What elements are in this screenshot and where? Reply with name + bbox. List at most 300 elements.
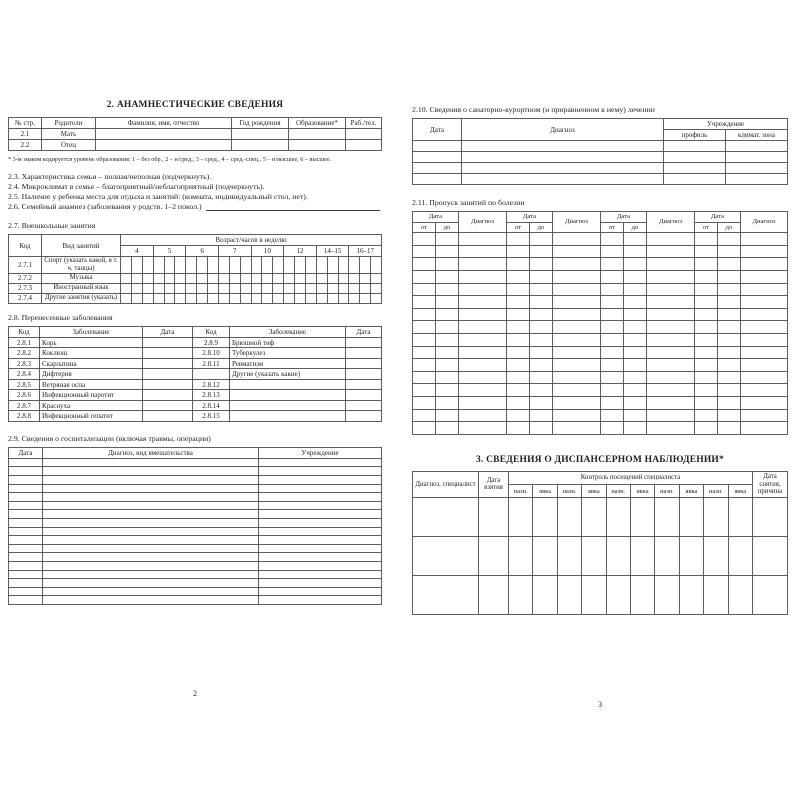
empty-cell bbox=[695, 396, 718, 409]
empty-cell bbox=[229, 283, 240, 293]
empty-cell bbox=[413, 283, 436, 296]
empty-cell bbox=[530, 321, 553, 334]
empty-cell bbox=[601, 409, 624, 422]
empty-cell bbox=[259, 501, 382, 510]
empty-cell bbox=[284, 293, 295, 303]
empty-cell bbox=[695, 334, 718, 347]
empty-cell bbox=[624, 271, 647, 284]
empty-cell bbox=[557, 537, 581, 576]
empty-cell bbox=[121, 257, 132, 274]
empty-cell bbox=[9, 493, 43, 502]
empty-cell bbox=[131, 283, 142, 293]
empty-cell bbox=[175, 283, 186, 293]
empty-cell bbox=[121, 273, 132, 283]
empty-cell bbox=[459, 359, 507, 372]
table-row bbox=[413, 152, 788, 163]
empty-cell bbox=[606, 537, 630, 576]
empty-cell bbox=[96, 140, 232, 151]
empty-cell bbox=[229, 293, 240, 303]
empty-cell bbox=[436, 308, 459, 321]
row-disease: Ветряная оспа bbox=[40, 379, 143, 390]
empty-cell bbox=[349, 273, 360, 283]
empty-cell bbox=[262, 257, 273, 274]
empty-cell bbox=[624, 346, 647, 359]
absence-table bbox=[412, 211, 788, 435]
empty-cell bbox=[413, 271, 436, 284]
empty-cell bbox=[553, 296, 601, 309]
empty-cell bbox=[9, 510, 43, 519]
empty-cell bbox=[316, 293, 327, 303]
row-code: 2.8.9 bbox=[193, 337, 230, 348]
table-row bbox=[9, 527, 382, 536]
header-code: Код bbox=[9, 326, 40, 337]
header-education: Образование* bbox=[289, 118, 346, 129]
line-2-3 bbox=[8, 172, 382, 182]
table-row bbox=[413, 498, 788, 537]
empty-cell bbox=[647, 271, 695, 284]
empty-cell bbox=[43, 527, 259, 536]
empty-cell bbox=[647, 296, 695, 309]
empty-cell bbox=[289, 140, 346, 151]
empty-cell bbox=[153, 257, 164, 274]
page-2 bbox=[8, 100, 382, 720]
empty-cell bbox=[413, 308, 436, 321]
empty-cell bbox=[131, 273, 142, 283]
empty-cell bbox=[530, 359, 553, 372]
empty-cell bbox=[507, 359, 530, 372]
empty-cell bbox=[371, 293, 382, 303]
empty-cell bbox=[142, 283, 153, 293]
empty-cell bbox=[349, 283, 360, 293]
empty-cell bbox=[741, 396, 788, 409]
empty-cell bbox=[507, 258, 530, 271]
empty-cell bbox=[606, 576, 630, 615]
empty-cell bbox=[601, 321, 624, 334]
header-institution: Учреждение bbox=[664, 119, 788, 130]
empty-cell bbox=[530, 334, 553, 347]
table-row bbox=[413, 321, 788, 334]
header-age: 5 bbox=[153, 246, 186, 257]
empty-cell bbox=[259, 596, 382, 605]
empty-cell bbox=[273, 257, 284, 274]
empty-cell bbox=[346, 358, 382, 369]
empty-cell bbox=[718, 396, 741, 409]
empty-cell bbox=[43, 544, 259, 553]
empty-cell bbox=[413, 233, 436, 246]
empty-cell bbox=[43, 579, 259, 588]
row-code: 2.7.1 bbox=[9, 257, 42, 274]
empty-cell bbox=[229, 273, 240, 283]
section-2-9-heading: 2.9. Сведения о госпитализации (включая травмы, операции) bbox=[8, 433, 211, 443]
empty-cell bbox=[436, 283, 459, 296]
empty-cell bbox=[655, 537, 679, 576]
empty-cell bbox=[647, 409, 695, 422]
empty-cell bbox=[273, 273, 284, 283]
empty-cell bbox=[630, 537, 654, 576]
empty-cell bbox=[295, 283, 306, 293]
empty-cell bbox=[741, 422, 788, 435]
empty-cell bbox=[43, 510, 259, 519]
empty-cell bbox=[360, 283, 371, 293]
empty-cell bbox=[305, 283, 316, 293]
empty-cell bbox=[259, 510, 382, 519]
empty-cell bbox=[753, 537, 788, 576]
empty-cell bbox=[259, 527, 382, 536]
row-code: 2.8.4 bbox=[9, 369, 40, 380]
empty-cell bbox=[121, 283, 132, 293]
empty-cell bbox=[43, 561, 259, 570]
table-row bbox=[413, 233, 788, 246]
section-3-title: 3. СВЕДЕНИЯ О ДИСПАНСЕРНОМ НАБЛЮДЕНИИ* bbox=[476, 454, 724, 465]
table-row bbox=[9, 519, 382, 528]
empty-cell bbox=[218, 283, 229, 293]
empty-cell bbox=[507, 296, 530, 309]
header-age-hours: Возраст/часов в неделю bbox=[121, 235, 382, 246]
empty-cell bbox=[664, 174, 726, 185]
header-date: Дата bbox=[413, 212, 459, 223]
empty-cell bbox=[582, 498, 606, 537]
empty-cell bbox=[259, 476, 382, 485]
empty-cell bbox=[718, 321, 741, 334]
header-birthyear: Год рождения bbox=[232, 118, 289, 129]
empty-cell bbox=[9, 501, 43, 510]
empty-cell bbox=[164, 293, 175, 303]
empty-cell bbox=[153, 283, 164, 293]
empty-cell bbox=[327, 283, 338, 293]
empty-cell bbox=[679, 576, 703, 615]
empty-cell bbox=[459, 271, 507, 284]
header-diagnosis: Диагноз bbox=[741, 212, 788, 233]
fill-in-blank-line bbox=[206, 210, 380, 211]
empty-cell bbox=[530, 409, 553, 422]
empty-cell bbox=[186, 257, 197, 274]
empty-cell bbox=[718, 258, 741, 271]
empty-cell bbox=[436, 346, 459, 359]
empty-cell bbox=[601, 271, 624, 284]
empty-cell bbox=[436, 271, 459, 284]
page-number: 2 bbox=[193, 689, 197, 698]
empty-cell bbox=[9, 561, 43, 570]
empty-cell bbox=[718, 233, 741, 246]
activities-table bbox=[8, 234, 382, 304]
empty-cell bbox=[753, 576, 788, 615]
empty-cell bbox=[624, 233, 647, 246]
empty-cell bbox=[647, 346, 695, 359]
empty-cell bbox=[553, 396, 601, 409]
empty-cell bbox=[601, 283, 624, 296]
empty-cell bbox=[557, 576, 581, 615]
empty-cell bbox=[726, 163, 788, 174]
empty-cell bbox=[349, 293, 360, 303]
row-disease: Инфекционный паротит bbox=[40, 390, 143, 401]
empty-cell bbox=[601, 346, 624, 359]
parents-table-header-row bbox=[9, 118, 382, 129]
empty-cell bbox=[232, 140, 289, 151]
empty-cell bbox=[197, 283, 208, 293]
empty-cell bbox=[624, 283, 647, 296]
header-climate: климат. зона bbox=[726, 130, 788, 141]
empty-cell bbox=[251, 273, 262, 283]
empty-cell bbox=[741, 296, 788, 309]
section-2-11-heading: 2.11. Пропуск занятий по болезни bbox=[412, 198, 525, 208]
row-num: 2.1 bbox=[9, 129, 42, 140]
empty-cell bbox=[259, 458, 382, 467]
table-row bbox=[9, 140, 382, 151]
header-visit-control: Контроль посещений специалиста bbox=[509, 471, 753, 485]
header-profile: профиль bbox=[664, 130, 726, 141]
empty-cell bbox=[436, 396, 459, 409]
empty-cell bbox=[259, 587, 382, 596]
empty-cell bbox=[718, 422, 741, 435]
row-code: 2.8.2 bbox=[9, 348, 40, 359]
empty-cell bbox=[436, 258, 459, 271]
empty-cell bbox=[704, 576, 728, 615]
empty-cell bbox=[509, 537, 533, 576]
table-row bbox=[9, 536, 382, 545]
empty-cell bbox=[186, 273, 197, 283]
empty-cell bbox=[436, 371, 459, 384]
sanatorium-table bbox=[412, 118, 788, 185]
empty-cell bbox=[647, 258, 695, 271]
empty-cell bbox=[533, 537, 557, 576]
header-age: 4 bbox=[121, 246, 154, 257]
header-appointment: назн. bbox=[557, 485, 581, 498]
empty-cell bbox=[259, 484, 382, 493]
header-from: от bbox=[695, 222, 718, 233]
empty-cell bbox=[413, 537, 479, 576]
table-row bbox=[413, 384, 788, 397]
row-code: 2.8.3 bbox=[9, 358, 40, 369]
empty-cell bbox=[624, 384, 647, 397]
empty-cell bbox=[9, 467, 43, 476]
empty-cell bbox=[459, 396, 507, 409]
sanatorium-header-row1 bbox=[413, 119, 788, 130]
table-row bbox=[413, 346, 788, 359]
empty-cell bbox=[530, 371, 553, 384]
empty-cell bbox=[507, 271, 530, 284]
empty-cell bbox=[259, 579, 382, 588]
empty-cell bbox=[9, 484, 43, 493]
empty-cell bbox=[695, 321, 718, 334]
row-code: 2.7.4 bbox=[9, 293, 42, 303]
row-code: 2.8.13 bbox=[193, 390, 230, 401]
empty-cell bbox=[718, 296, 741, 309]
empty-cell bbox=[695, 283, 718, 296]
row-disease bbox=[230, 390, 346, 401]
row-disease: Другие (указать какие) bbox=[230, 369, 346, 380]
empty-cell bbox=[164, 273, 175, 283]
row-disease: Краснуха bbox=[40, 400, 143, 411]
empty-cell bbox=[436, 422, 459, 435]
empty-cell bbox=[624, 258, 647, 271]
empty-cell bbox=[507, 384, 530, 397]
empty-cell bbox=[647, 308, 695, 321]
table-row bbox=[9, 493, 382, 502]
empty-cell bbox=[553, 321, 601, 334]
row-num: 2.2 bbox=[9, 140, 42, 151]
header-age: 10 bbox=[251, 246, 284, 257]
empty-cell bbox=[459, 258, 507, 271]
empty-cell bbox=[413, 321, 436, 334]
header-workphone: Раб./тел. bbox=[346, 118, 382, 129]
empty-cell bbox=[218, 273, 229, 283]
empty-cell bbox=[143, 337, 193, 348]
header-appointment: назн. bbox=[606, 485, 630, 498]
empty-cell bbox=[582, 576, 606, 615]
empty-cell bbox=[413, 576, 479, 615]
empty-cell bbox=[43, 493, 259, 502]
empty-cell bbox=[718, 359, 741, 372]
row-disease: Инфекционный гепатит bbox=[40, 411, 143, 422]
empty-cell bbox=[346, 337, 382, 348]
empty-cell bbox=[741, 334, 788, 347]
row-disease: Коклюш bbox=[40, 348, 143, 359]
empty-cell bbox=[142, 293, 153, 303]
empty-cell bbox=[413, 409, 436, 422]
empty-cell bbox=[413, 422, 436, 435]
table-row bbox=[413, 258, 788, 271]
empty-cell bbox=[459, 245, 507, 258]
empty-cell bbox=[479, 576, 509, 615]
empty-cell bbox=[143, 369, 193, 380]
header-diagnosis: Диагноз bbox=[553, 212, 601, 233]
empty-cell bbox=[413, 334, 436, 347]
empty-cell bbox=[9, 458, 43, 467]
empty-cell bbox=[413, 245, 436, 258]
empty-cell bbox=[741, 258, 788, 271]
empty-cell bbox=[624, 334, 647, 347]
empty-cell bbox=[507, 422, 530, 435]
header-diagnosis: Диагноз bbox=[462, 119, 664, 141]
empty-cell bbox=[9, 536, 43, 545]
header-visit: явка bbox=[582, 485, 606, 498]
section-2-7-heading: 2.7. Внешкольные занятия bbox=[8, 221, 96, 231]
empty-cell bbox=[741, 308, 788, 321]
empty-cell bbox=[647, 384, 695, 397]
header-appointment: назн. bbox=[704, 485, 728, 498]
empty-cell bbox=[43, 501, 259, 510]
empty-cell bbox=[530, 384, 553, 397]
empty-cell bbox=[507, 233, 530, 246]
empty-cell bbox=[601, 359, 624, 372]
empty-cell bbox=[436, 321, 459, 334]
table-row bbox=[9, 358, 382, 369]
empty-cell bbox=[218, 293, 229, 303]
empty-cell bbox=[349, 257, 360, 274]
empty-cell bbox=[679, 498, 703, 537]
empty-cell bbox=[360, 257, 371, 274]
empty-cell bbox=[509, 576, 533, 615]
header-age: 16–17 bbox=[349, 246, 382, 257]
empty-cell bbox=[553, 271, 601, 284]
empty-cell bbox=[131, 257, 142, 274]
row-disease: Туберкулез bbox=[230, 348, 346, 359]
empty-cell bbox=[601, 296, 624, 309]
empty-cell bbox=[718, 409, 741, 422]
table-row bbox=[9, 283, 382, 293]
empty-cell bbox=[459, 308, 507, 321]
empty-cell bbox=[43, 536, 259, 545]
empty-cell bbox=[142, 257, 153, 274]
table-row bbox=[9, 379, 382, 390]
line-2-5 bbox=[8, 192, 382, 202]
page-number: 3 bbox=[598, 700, 602, 709]
empty-cell bbox=[208, 293, 219, 303]
header-disease: Заболевание bbox=[40, 326, 143, 337]
row-code: 2.8.5 bbox=[9, 379, 40, 390]
empty-cell bbox=[582, 537, 606, 576]
table-row bbox=[9, 484, 382, 493]
header-to: до bbox=[718, 222, 741, 233]
table-row bbox=[9, 273, 382, 283]
empty-cell bbox=[295, 273, 306, 283]
table-row bbox=[413, 537, 788, 576]
empty-cell bbox=[413, 258, 436, 271]
empty-cell bbox=[295, 257, 306, 274]
empty-cell bbox=[43, 467, 259, 476]
empty-cell bbox=[338, 273, 349, 283]
empty-cell bbox=[413, 371, 436, 384]
empty-cell bbox=[647, 396, 695, 409]
empty-cell bbox=[753, 498, 788, 537]
empty-cell bbox=[557, 498, 581, 537]
empty-cell bbox=[459, 346, 507, 359]
table-row bbox=[413, 396, 788, 409]
empty-cell bbox=[507, 371, 530, 384]
empty-cell bbox=[509, 498, 533, 537]
line-2-4-text: 2.4. Микроклимат в семье – благоприятный/неблагоприятный (подчеркнуть). bbox=[8, 182, 265, 192]
empty-cell bbox=[175, 257, 186, 274]
empty-cell bbox=[360, 273, 371, 283]
empty-cell bbox=[695, 346, 718, 359]
empty-cell bbox=[655, 576, 679, 615]
empty-cell bbox=[679, 537, 703, 576]
empty-cell bbox=[741, 346, 788, 359]
empty-cell bbox=[553, 283, 601, 296]
empty-cell bbox=[664, 152, 726, 163]
header-parents: Родители bbox=[42, 118, 96, 129]
empty-cell bbox=[647, 422, 695, 435]
empty-cell bbox=[240, 293, 251, 303]
empty-cell bbox=[695, 308, 718, 321]
empty-cell bbox=[624, 296, 647, 309]
empty-cell bbox=[728, 576, 752, 615]
empty-cell bbox=[327, 293, 338, 303]
table-row bbox=[9, 587, 382, 596]
table-row bbox=[413, 174, 788, 185]
empty-cell bbox=[371, 273, 382, 283]
empty-cell bbox=[741, 233, 788, 246]
row-label: Музыка bbox=[42, 273, 121, 283]
empty-cell bbox=[305, 293, 316, 303]
table-row bbox=[413, 334, 788, 347]
empty-cell bbox=[695, 422, 718, 435]
table-row bbox=[9, 458, 382, 467]
empty-cell bbox=[413, 359, 436, 372]
empty-cell bbox=[436, 233, 459, 246]
empty-cell bbox=[741, 245, 788, 258]
table-row bbox=[9, 510, 382, 519]
empty-cell bbox=[647, 371, 695, 384]
row-code: 2.8.10 bbox=[193, 348, 230, 359]
empty-cell bbox=[718, 371, 741, 384]
empty-cell bbox=[131, 293, 142, 303]
empty-cell bbox=[695, 245, 718, 258]
empty-cell bbox=[530, 258, 553, 271]
empty-cell bbox=[9, 579, 43, 588]
empty-cell bbox=[601, 308, 624, 321]
row-disease: Брюшной тиф bbox=[230, 337, 346, 348]
